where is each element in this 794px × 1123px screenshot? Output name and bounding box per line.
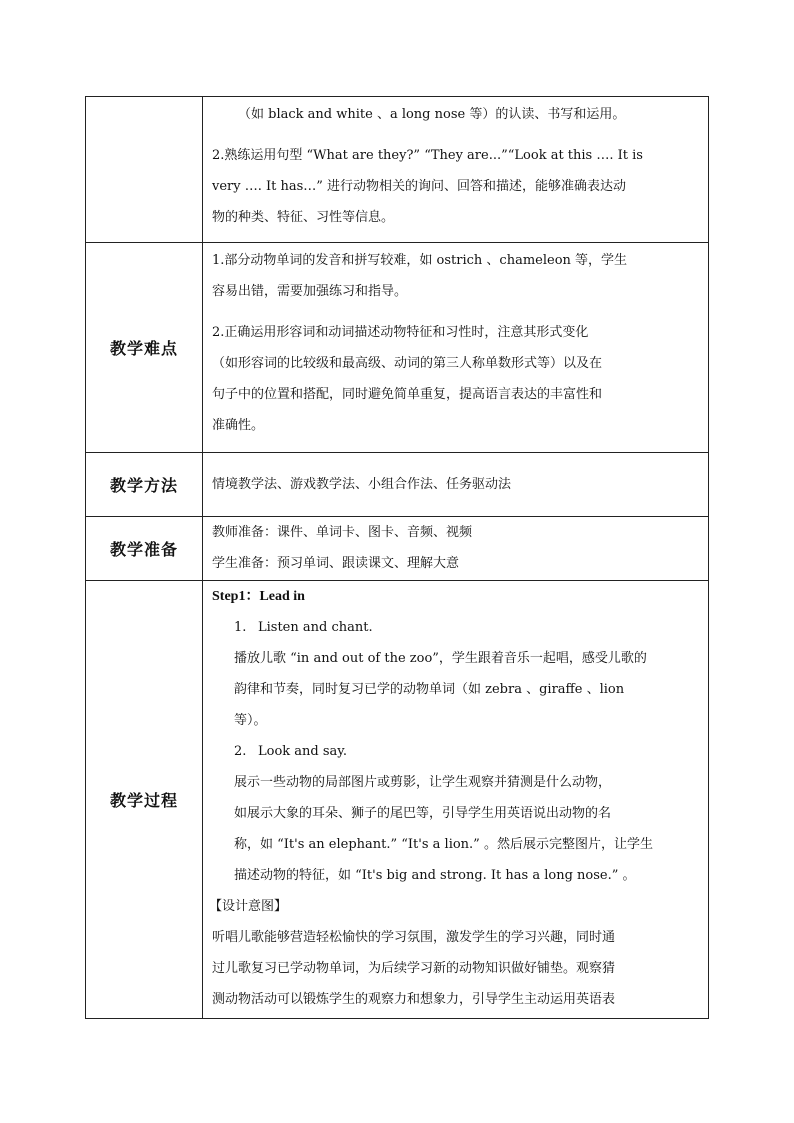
- item-1-line-2: 韵律和节奏，同时复习已学的动物单词（如 zebra 、giraffe 、lion: [234, 682, 625, 697]
- difficulty-line-6: 准确性。: [212, 418, 265, 433]
- difficulty-line-5: 句子中的位置和搭配，同时避免简单重复，提高语言表达的丰富性和: [212, 387, 603, 402]
- lesson-plan-table: [85, 96, 709, 1019]
- preparation-content-cell: [203, 517, 709, 581]
- goals-line-2: 2.熟练运用句型 “What are they?” “They are...”“Look at this …. It is: [212, 148, 643, 163]
- goals-label-cell: [86, 97, 203, 243]
- item-1-heading: [212, 612, 700, 643]
- process-label: 教学过程: [86, 581, 203, 1019]
- item-2-number: 2.: [234, 744, 247, 759]
- preparation-row: [86, 517, 709, 581]
- item-2-line-1: 展示一些动物的局部图片或剪影，让学生观察并猜测是什么动物，: [234, 775, 612, 790]
- methods-text: 情境教学法、游戏教学法、小组合作法、任务驱动法: [212, 477, 512, 492]
- difficulty-line-2: 容易出错，需要加强练习和指导。: [212, 284, 408, 299]
- process-row: [86, 581, 709, 1019]
- item-1-title: Listen and chant.: [258, 620, 373, 635]
- design-intent-line-3: 测动物活动可以锻炼学生的观察力和想象力，引导学生主动运用英语表: [212, 992, 616, 1007]
- goals-line-4: 物的种类、特征、习性等信息。: [212, 210, 395, 225]
- preparation-student: 学生准备：预习单词、跟读课文、理解大意: [212, 556, 460, 571]
- preparation-teacher: 教师准备：课件、单词卡、图卡、音频、视频: [212, 525, 473, 540]
- step-title: Step1：Lead in: [212, 589, 305, 604]
- goals-content-cell: [203, 97, 709, 243]
- goals-line-3: very …. It has…” 进行动物相关的询问、回答和描述，能够准确表达动: [212, 179, 627, 194]
- item-2-heading: [212, 736, 700, 767]
- design-intent-heading: 【设计意图】: [209, 899, 288, 914]
- methods-row: [86, 453, 709, 517]
- item-2-title: Look and say.: [258, 744, 348, 759]
- difficulty-line-1: 1.部分动物单词的发音和拼写较难，如 ostrich 、chameleon 等，学生: [212, 253, 628, 268]
- process-content-cell: [203, 581, 709, 1019]
- methods-label: 教学方法: [86, 453, 203, 517]
- difficulty-line-3: 2.正确运用形容词和动词描述动物特征和习性时，注意其形式变化: [212, 325, 589, 340]
- goals-line-1: （如 black and white 、a long nose 等）的认读、书写和运用。: [238, 107, 626, 122]
- difficulty-line-4: （如形容词的比较级和最高级、动词的第三人称单数形式等）以及在: [212, 356, 603, 371]
- design-intent-line-1: 听唱儿歌能够营造轻松愉快的学习氛围，激发学生的学习兴趣，同时通: [212, 930, 616, 945]
- item-1-line-1: 播放儿歌 “in and out of the zoo”，学生跟着音乐一起唱，感受儿歌的: [234, 651, 647, 666]
- item-1-line-3: 等）。: [234, 713, 267, 728]
- difficulty-label: 教学难点: [86, 243, 203, 453]
- difficulty-row: [86, 243, 709, 453]
- difficulty-content-cell: [203, 243, 709, 453]
- preparation-label: 教学准备: [86, 517, 203, 581]
- design-intent-line-2: 过儿歌复习已学动物单词，为后续学习新的动物知识做好铺垫。观察猜: [212, 961, 616, 976]
- item-2-line-2: 如展示大象的耳朵、狮子的尾巴等，引导学生用英语说出动物的名: [234, 806, 612, 821]
- item-2-line-4: 描述动物的特征，如 “It's big and strong. It has a long nose.” 。: [234, 868, 636, 883]
- item-2-line-3: 称，如 “It's an elephant.” “It's a lion.” 。然后展示完整图片，让学生: [234, 837, 653, 852]
- methods-content-cell: [203, 453, 709, 517]
- goals-continued-row: [86, 97, 709, 243]
- item-1-number: 1.: [234, 620, 247, 635]
